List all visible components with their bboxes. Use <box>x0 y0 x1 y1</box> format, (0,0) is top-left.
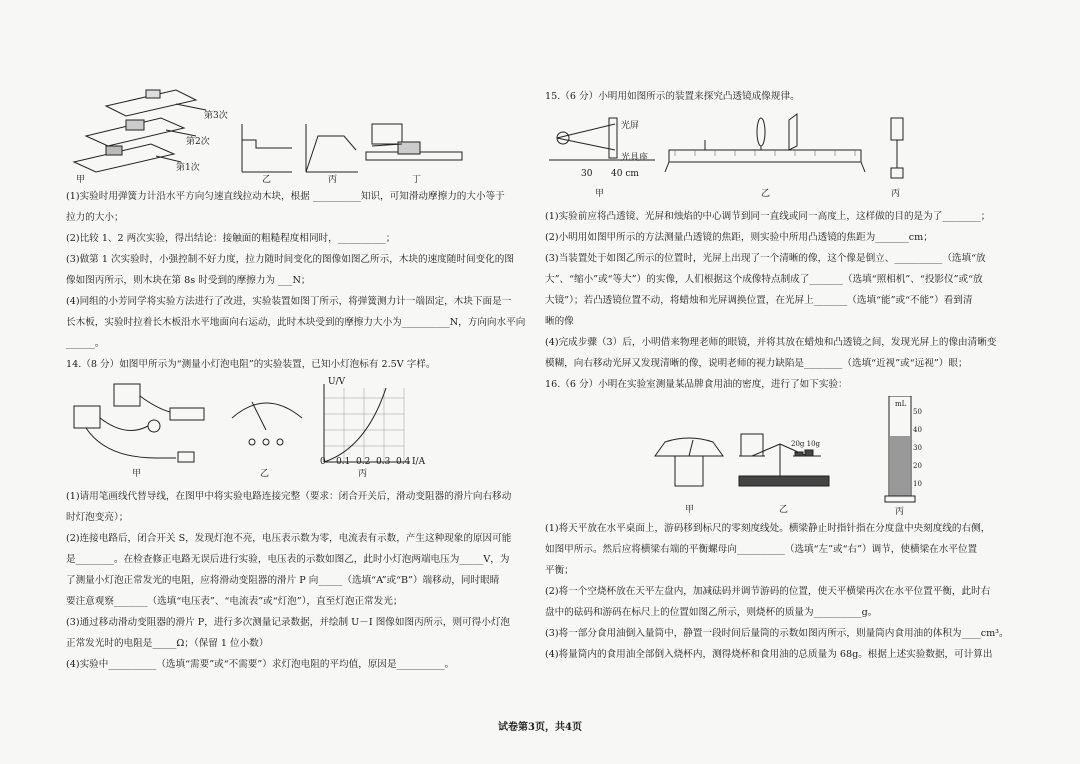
q15-label-guangping: 光屏 <box>621 121 640 131</box>
q15-line-4: 大”、“缩小”或“等大”）的实像，人们根据这个成像特点制成了_______（选填“照相机”、“投影仪”或“放 <box>545 274 983 285</box>
q13-line-1: (1)实验时用弹簧力计沿水平方向匀速直线拉动木块，根据 __________知识，可知滑动摩擦力的大小等于 <box>66 191 505 202</box>
q15-title: 15.（6 分）小明用如图所示的装置来探究凸透镜成像规律。 <box>545 91 800 102</box>
q15-label-40: 40 cm <box>611 169 639 179</box>
q15-line-7: (4)完成步骤（3）后，小明借来物理老师的眼镜，并将其放在蜡烛和凸透镜之间，发现光屏上的像由清晰变 <box>545 337 997 348</box>
q14-line-3: (2)连接电路后，闭合开关 S，发现灯泡不亮，电压表示数为零，电流表有示数，产生这种现象的原因可能 <box>66 533 512 544</box>
q13-label-yi: 乙 <box>262 175 272 185</box>
q13-label-bing: 丙 <box>328 175 338 185</box>
q16-line-1: (1)将天平放在水平桌面上，游码移到标尺的零刻度线处。横梁静止时指针指在分度盘中央刻度线的右侧， <box>545 523 991 534</box>
q16-title: 16.（6 分）小明在实验室测量某品牌食用油的密度，进行了如下实验： <box>545 379 848 390</box>
q16-figures <box>645 396 945 516</box>
q14-line-9: (4)实验中__________（选填“需要”或“不需要”）求灯泡电阻的平均值，原因是__________。 <box>66 659 455 670</box>
q13-label-n1: 第1次 <box>176 163 200 173</box>
q14-tick-4: 0.4 <box>396 457 411 467</box>
q13-label-jia: 甲 <box>76 175 86 185</box>
q15-label-bing: 丙 <box>891 189 901 199</box>
q15-line-3: (3)当装置处于如图乙所示的位置时，光屏上出现了一个清晰的像，这个像是倒立、__________（选填“放 <box>545 253 986 264</box>
q13-line-4: (3)做第 1 次实验时，小强控制不好力度，拉力随时间变化的图像如图乙所示，木块的速度随时间变化的图 <box>66 254 514 265</box>
q15-line-8: 模糊，向右移动光屏又发现清晰的像，说明老师的视力缺陷是________（选填“近视”或“远视”）眼； <box>545 358 968 369</box>
q16-label-v20: 20 <box>913 462 922 470</box>
q14-line-8: 正常发光时的电阻是_____Ω；（保留 1 位小数） <box>66 638 269 649</box>
q14-line-5: 了测量小灯泡正常发光的电阻，应将滑动变阻器的滑片 P 向_____（选填“A”或“B”）端移动，同时眼睛 <box>66 575 500 586</box>
q15-line-2: (2)小明用如图甲所示的方法测量凸透镜的焦距，则实验中所用凸透镜的焦距为_______cm； <box>545 232 933 243</box>
q14-label-bing: 丙 <box>358 469 368 479</box>
q15-line-6: 晰的像 <box>545 316 574 327</box>
q16-line-7: (4)将量筒内的食用油全部倒入烧杯内，测得烧杯和食用油的总质量为 68g。根据上述实验数据，可计算出 <box>545 649 993 660</box>
q15-label-yi: 乙 <box>761 189 771 199</box>
q13-apparatus-drawing <box>66 84 466 184</box>
q16-label-w20: 20g 10g <box>791 440 821 448</box>
q15-label-jia: 甲 <box>595 189 605 199</box>
q15-figures <box>545 110 1015 202</box>
q13-label-ding: 丁 <box>412 175 422 185</box>
q16-label-jia: 甲 <box>685 505 695 515</box>
q14-label-uv: U/V <box>328 377 346 387</box>
q16-label-v40: 40 <box>913 426 922 434</box>
q16-line-6: (3)将一部分食用油倒入量筒中，静置一段时间后量筒的示数如图丙所示，则量筒内食用油的体积为____cm³。 <box>545 628 1009 639</box>
q16-line-2: 如图甲所示。然后应将横梁右端的平衡螺母向__________（选填“左”或“右”）调节，使横梁在水平位置 <box>545 544 978 555</box>
q13-line-2: 拉力的大小； <box>66 212 124 223</box>
q16-label-bing: 丙 <box>895 507 905 517</box>
q15-line-1: (1)实验前应将凸透镜、光屏和烛焰的中心调节到同一直线或同一高度上，这样做的目的是为了________； <box>545 211 991 222</box>
q16-label-v10: 10 <box>913 480 922 488</box>
q16-line-5: 盘中的砝码和游码在标尺上的位置如图乙所示，则烧杯的质量为__________g。 <box>545 607 878 618</box>
q16-label-yi: 乙 <box>779 505 789 515</box>
q15-label-guangjuzuo: 光具座 <box>621 153 649 163</box>
q14-line-1: (1)请用笔画线代替导线，在图甲中将实验电路连接完整（要求：闭合开关后，滑动变阻器的滑片向右移动 <box>66 491 512 502</box>
q13-label-n3: 第3次 <box>204 111 228 121</box>
q14-tick-1: 0.1 <box>336 457 351 467</box>
q14-line-7: (3)通过移动滑动变阻器的滑片 P，进行多次测量记录数据，并绘制 U－I 图像如图丙所示，则可得小灯泡 <box>66 617 511 628</box>
q13-line-7: 长木板，实验时拉着长木板沿水平地面向右运动，此时木块受到的摩擦力大小为__________N，方向向水平向 <box>66 317 526 328</box>
q14-label-jia: 甲 <box>132 469 142 479</box>
q14-label-yi: 乙 <box>260 469 270 479</box>
q16-line-3: 平衡； <box>545 565 574 576</box>
page-footer: 试卷第3页，共4页 <box>498 722 582 733</box>
q13-figures <box>66 84 466 184</box>
q14-tick-2: 0.2 <box>356 457 371 467</box>
q14-tick-3: 0.3 <box>376 457 391 467</box>
q15-optics-drawing <box>545 110 1015 202</box>
q13-label-n2: 第2次 <box>186 137 210 147</box>
q15-label-30: 30 <box>581 169 593 179</box>
q14-line-4: 是________。在检查修正电路无误后进行实验，电压表的示数如图乙，此时小灯泡两端电压为_____V，为 <box>66 554 510 565</box>
q13-line-6: (4)同组的小芳同学将实验方法进行了改进，实验装置如图丁所示，将弹簧测力计一端固定，木块下面是一 <box>66 296 512 307</box>
q13-line-8: ______。 <box>66 338 105 349</box>
q14-line-6: 要注意观察_______（选填“电压表”、“电流表”或“灯泡”），直至灯泡正常发光； <box>66 596 403 607</box>
q13-line-3: (2)比较 1、2 两次实验，得出结论：接触面的粗糙程度相同时，__________； <box>66 233 396 244</box>
q14-title: 14.（8 分）如图甲所示为“测量小灯泡电阻”的实验装置，已知小灯泡标有 2.5V 字样。 <box>66 359 436 370</box>
q14-figures <box>66 377 486 479</box>
q16-line-4: (2)将一个空烧杯放在天平左盘内，加减砝码并调节游码的位置，使天平横梁再次在水平位置平衡，此时右 <box>545 586 991 597</box>
q13-line-5: 像如图丙所示，则木块在第 8s 时受到的摩擦力为 ___N； <box>66 275 311 286</box>
q16-label-ml: mL <box>895 400 907 408</box>
q14-line-2: 时灯泡变亮）； <box>66 512 129 523</box>
q14-label-ia: I/A <box>412 457 426 467</box>
q16-label-v50: 50 <box>913 408 922 416</box>
q15-line-5: 大镜”）；若凸透镜位置不动，将蜡烛和光屏调换位置，在光屏上_______（选填“能”或“不能”）看到清 <box>545 295 973 306</box>
q14-tick-0: 0 <box>320 457 326 467</box>
q16-label-v30: 30 <box>913 444 922 452</box>
